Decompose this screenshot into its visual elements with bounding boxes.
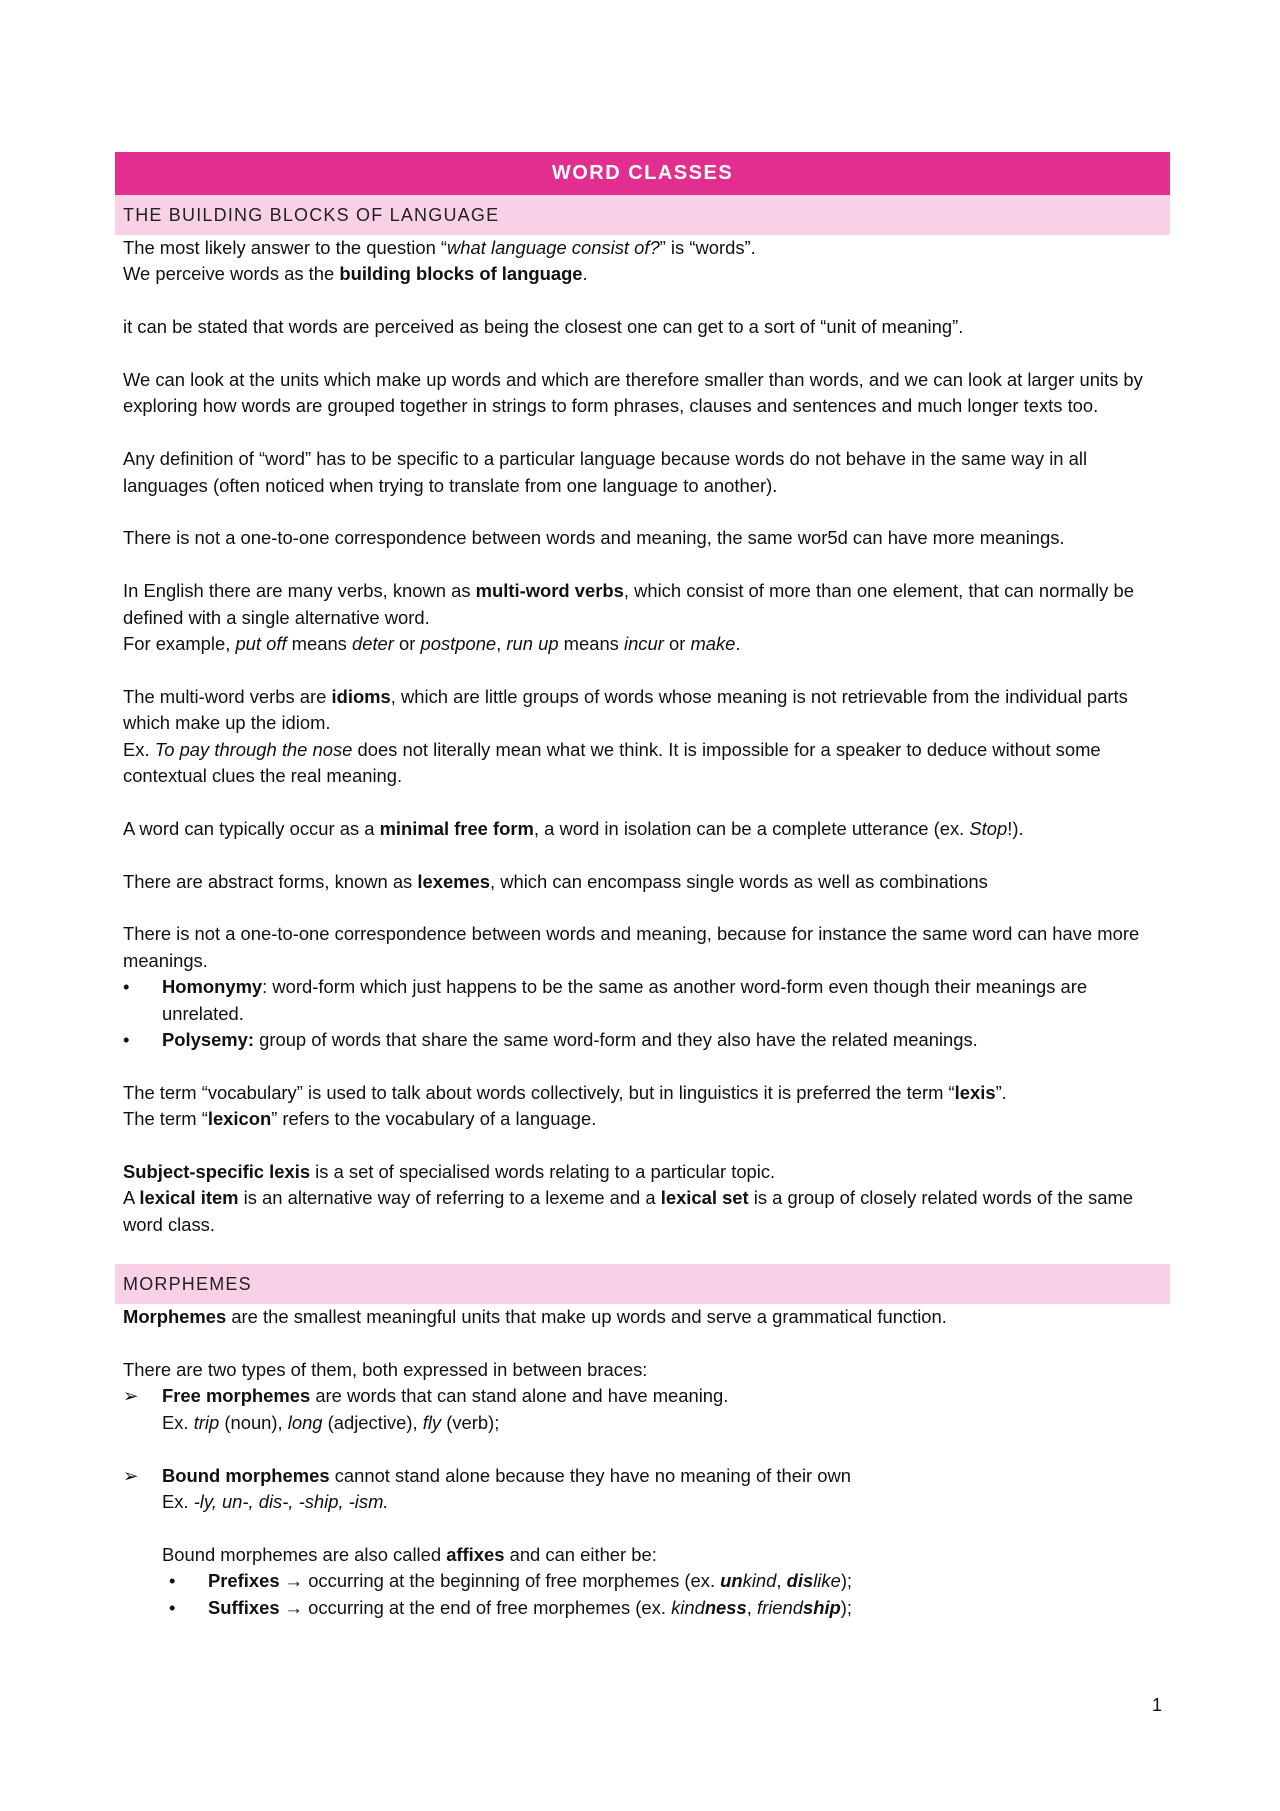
arrow-bullet-icon: ➢ bbox=[123, 1464, 139, 1486]
paragraph: Ex. trip (noun), long (adjective), fly (verb); bbox=[162, 1411, 500, 1433]
arrow-bullet-icon: ➢ bbox=[123, 1385, 139, 1407]
paragraph: Ex. To pay through the nose does not literally mean what we think. It is impossible for a speaker to deduce without some contextual clues the real meaning. bbox=[123, 738, 1101, 787]
list-item: • Polysemy: group of words that share the same word-form and they also have the related meanings. bbox=[123, 1027, 1164, 1053]
document-page bbox=[115, 152, 1170, 1621]
paragraph: For example, put off means deter or postpone, run up means incur or make. bbox=[123, 633, 741, 655]
paragraph: There is not a one-to-one correspondence between words and meaning, the same wor5d can have more meanings. bbox=[123, 527, 1065, 549]
paragraph: In English there are many verbs, known as multi-word verbs, which consist of more than one element, that can normally be defined with a single alternative word. bbox=[123, 580, 1134, 628]
paragraph: A lexical item is an alternative way of referring to a lexeme and a lexical set is a group of closely related words of the same word class. bbox=[123, 1187, 1134, 1235]
list-item: • Prefixes → occurring at the beginning of free morphemes (ex. unkind, dislike); bbox=[123, 1568, 1164, 1594]
paragraph: There are two types of them, both expressed in between braces: bbox=[123, 1359, 648, 1381]
list-item: • Homonymy: word-form which just happens to be the same as another word-form even though their meanings are unrelated. bbox=[123, 976, 1088, 1024]
paragraph: The most likely answer to the question “what language consist of?” is “words”. bbox=[123, 237, 756, 258]
list-item: • Suffixes → occurring at the end of free morphemes (ex. kindness, friendship); bbox=[123, 1595, 1164, 1621]
arrow-list bbox=[123, 1383, 1164, 1409]
paragraph: Subject-specific lexis is a set of specialised words relating to a particular topic. bbox=[123, 1161, 776, 1183]
paragraph: We perceive words as the building blocks of language. bbox=[123, 263, 588, 285]
paragraph: We can look at the units which make up words and which are therefore smaller than words, and we can look at larger units by exploring how words are grouped together in strings to form phrases, clauses and sentences and much longer texts too. bbox=[123, 369, 1143, 417]
section-body-building-blocks bbox=[115, 235, 1170, 1238]
paragraph: The multi-word verbs are idioms, which are little groups of words whose meaning is not retrievable from the individual parts which make up the idiom. bbox=[123, 685, 1128, 734]
bullet-icon: • bbox=[169, 1570, 176, 1592]
bullet-list bbox=[123, 1568, 1164, 1621]
list-item: ➢ Bound morphemes cannot stand alone because they have no meaning of their own bbox=[123, 1463, 1164, 1489]
bullet-icon: • bbox=[169, 1596, 176, 1618]
page-number: 1 bbox=[1152, 1695, 1163, 1715]
paragraph: The term “lexicon” refers to the vocabulary of a language. bbox=[123, 1108, 597, 1130]
bullet-icon: • bbox=[123, 1029, 130, 1051]
document-title: WORD CLASSES bbox=[115, 152, 1170, 195]
bullet-list bbox=[123, 974, 1164, 1053]
section-body-morphemes bbox=[115, 1304, 1170, 1621]
section-heading-building-blocks: THE BUILDING BLOCKS OF LANGUAGE bbox=[115, 195, 1170, 235]
list-item: ➢ Free morphemes are words that can stand alone and have meaning. bbox=[123, 1383, 1164, 1409]
paragraph: Morphemes are the smallest meaningful units that make up words and serve a grammatical function. bbox=[123, 1306, 947, 1328]
paragraph: it can be stated that words are perceived as being the closest one can get to a sort of “unit of meaning”. bbox=[123, 316, 964, 338]
arrow-list bbox=[123, 1463, 1164, 1489]
bullet-icon: • bbox=[123, 976, 130, 998]
paragraph: A word can typically occur as a minimal free form, a word in isolation can be a complete utterance (ex. Stop!). bbox=[123, 817, 1024, 839]
paragraph: Ex. -ly, un-, dis-, -ship, -ism. bbox=[162, 1491, 389, 1513]
section-heading-morphemes: MORPHEMES bbox=[115, 1264, 1170, 1304]
paragraph: Bound morphemes are also called affixes and can either be: bbox=[162, 1543, 657, 1565]
paragraph: Any definition of “word” has to be specific to a particular language because words do not behave in the same way in all languages (often noticed when trying to translate from one language to another). bbox=[123, 448, 1088, 496]
paragraph: There is not a one-to-one correspondence between words and meaning, because for instance the same word can have more meanings. bbox=[123, 923, 1140, 971]
paragraph: There are abstract forms, known as lexemes, which can encompass single words as well as combinations bbox=[123, 870, 988, 892]
paragraph: The term “vocabulary” is used to talk about words collectively, but in linguistics it is preferred the term “lexis”. bbox=[123, 1081, 1007, 1103]
